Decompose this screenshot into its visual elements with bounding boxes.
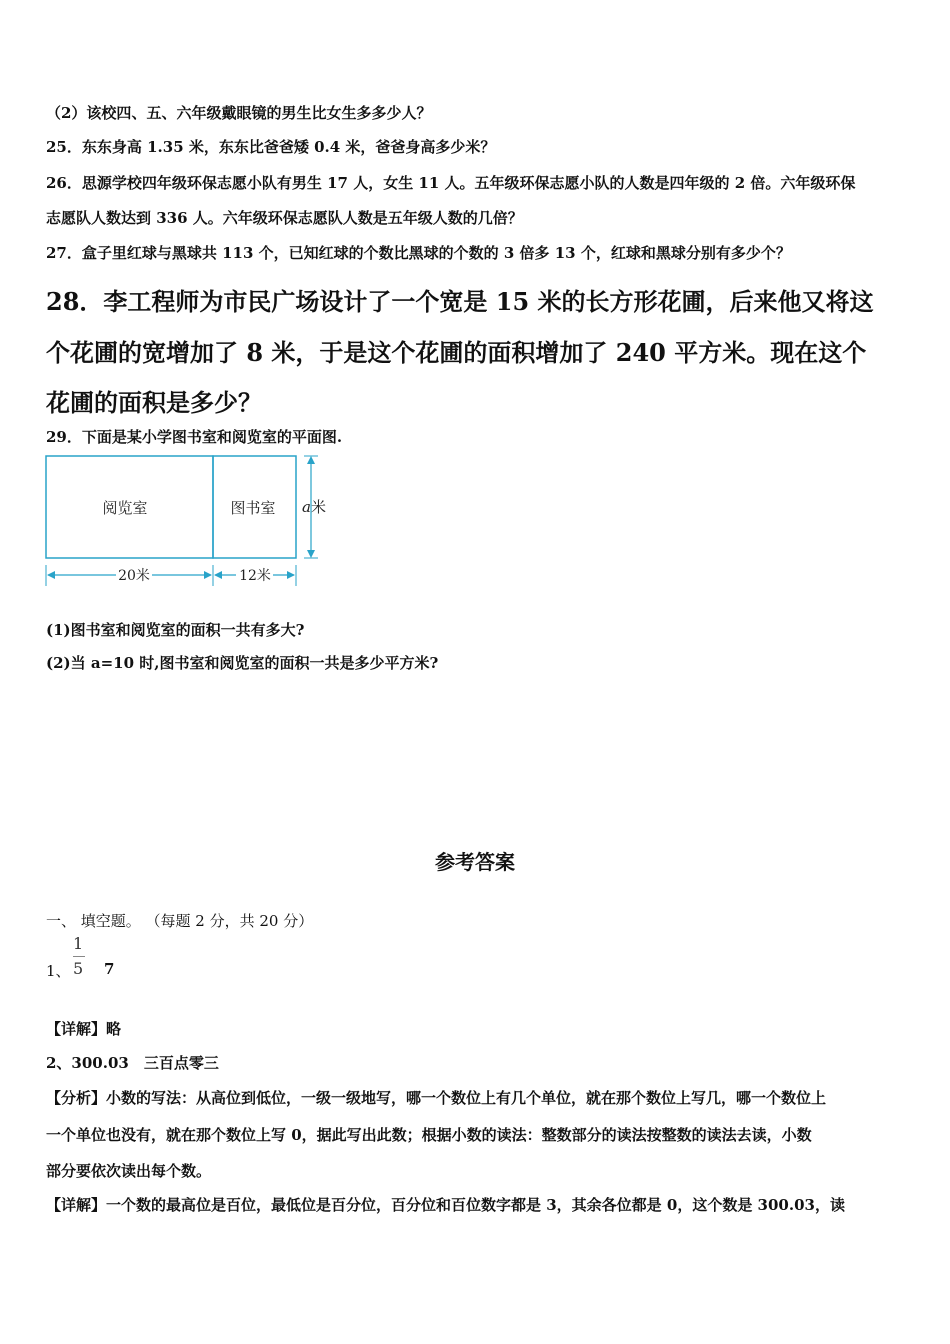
question-28-line3: 花圃的面积是多少？ [46, 388, 262, 417]
height-label: a米 [302, 498, 326, 516]
height-arrow-bottom [307, 550, 315, 558]
question-29-part2: (2)当 a=10 时,图书室和阅览室的面积一共是多少平方米? [46, 654, 439, 672]
question-24-part2: （2）该校四、五、六年级戴眼镜的男生比女生多多少人？ [46, 104, 432, 122]
question-29-part1: (1)图书室和阅览室的面积一共有多大? [46, 621, 305, 639]
width-left-label: 20米 [118, 568, 150, 584]
answer-2-analysis-line1: 【分析】小数的写法：从高位到低位，一级一级地写，哪一个数位上有几个单位，就在那个数位上写几，哪一个数位上 [46, 1089, 827, 1107]
reading-room-label: 阅览室 [102, 499, 148, 517]
answer-2-analysis-line2: 一个单位也没有，就在那个数位上写 0，据此写出此数；根据小数的读法：整数部分的读法按整数的读法去读，小数 [46, 1126, 812, 1144]
answer-1-fraction-numerator: 1 [73, 934, 84, 953]
height-arrow-top [307, 456, 315, 464]
question-29: 29．下面是某小学图书室和阅览室的平面图. [46, 428, 343, 446]
answer-2-heading: 2、300.03 三百点零三 [46, 1054, 219, 1072]
question-27: 27．盒子里红球与黑球共 113 个，已知红球的个数比黑球的个数的 3 倍多 13 个，红球和黑球分别有多少个？ [46, 244, 791, 262]
answer-1-fraction-bar [73, 956, 85, 957]
question-28-line2: 个花圃的宽增加了 8 米，于是这个花圃的面积增加了 240 平方米。现在这个 [46, 338, 867, 367]
question-26-line1: 26．思源学校四年级环保志愿小队有男生 17 人，女生 11 人。五年级环保志愿小队的人数是四年级的 2 倍。六年级环保 [46, 174, 856, 192]
answer-2-analysis-line3: 部分要依次读出每个数。 [46, 1162, 212, 1180]
floor-plan-diagram [40, 448, 340, 594]
answer-2-detail: 【详解】一个数的最高位是百位，最低位是百分位，百分位和百位数字都是 3，其余各位都是 0，这个数是 300.03，读 [46, 1196, 845, 1214]
answers-title: 参考答案 [435, 850, 515, 874]
answer-1-fraction-denominator: 5 [73, 959, 84, 978]
question-26-line2: 志愿队人数达到 336 人。六年级环保志愿队人数是五年级人数的几倍？ [46, 209, 523, 227]
answers-section-header: 一、 填空题。 （每题 2 分，共 20 分） [46, 912, 314, 930]
width-right-label: 12米 [239, 568, 271, 584]
question-28-line1: 28．李工程师为市民广场设计了一个宽是 15 米的长方形花圃，后来他又将这 [46, 287, 874, 316]
question-25: 25．东东身高 1.35 米，东东比爸爸矮 0.4 米，爸爸身高多少米？ [46, 138, 496, 156]
library-label: 图书室 [230, 499, 276, 517]
answer-1-value: 7 [104, 960, 115, 978]
answer-1-detail: 【详解】略 [46, 1020, 122, 1038]
answer-1-number: 1、 [46, 962, 71, 980]
